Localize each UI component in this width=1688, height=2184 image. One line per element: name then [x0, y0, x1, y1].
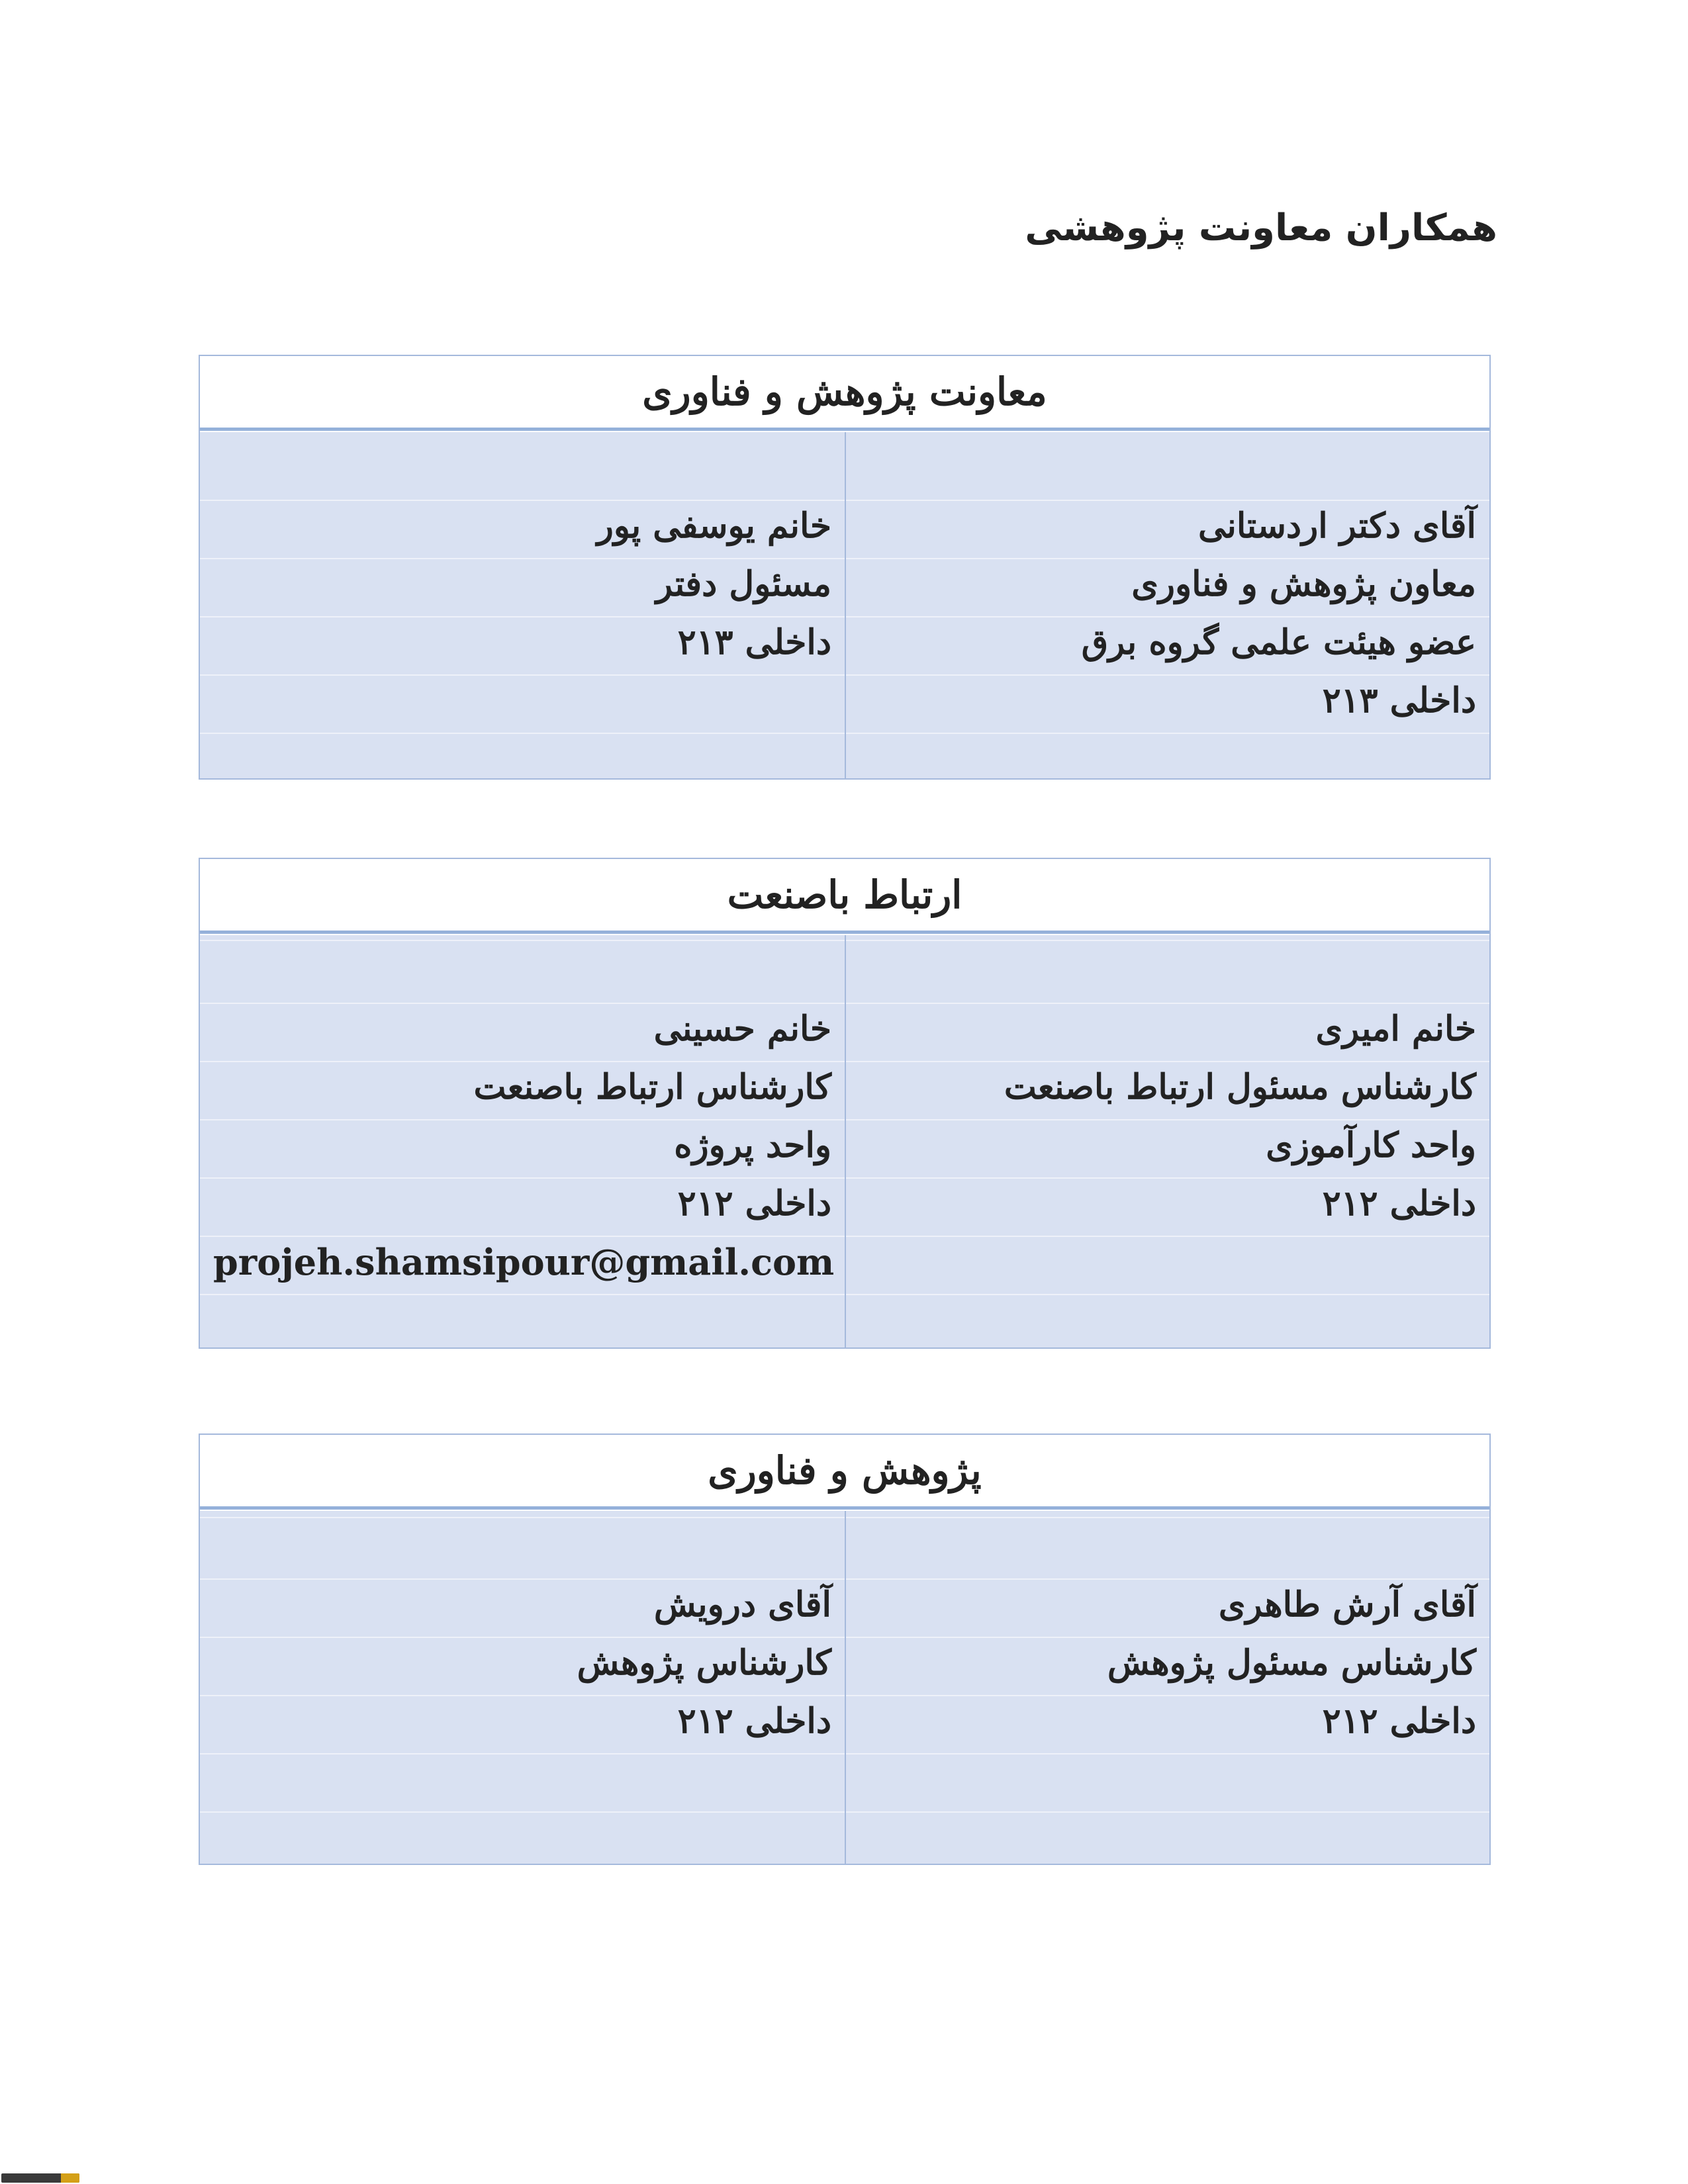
- person-role: معاون پژوهش و فناوری: [1131, 564, 1476, 604]
- person-name: آقای آرش طاهری: [1218, 1584, 1476, 1625]
- person-unit: واحد کارآموزی: [1266, 1125, 1476, 1165]
- section-header: [200, 356, 1489, 431]
- section-header: [200, 1435, 1489, 1510]
- person-unit: واحد پروژه: [674, 1125, 831, 1165]
- person-extension: داخلی ۲۱۲: [677, 1701, 831, 1741]
- person-extension: داخلی ۲۱۳: [1322, 680, 1476, 721]
- person-name: خانم حسینی: [653, 1009, 831, 1049]
- section-body: [200, 432, 1489, 778]
- person-name: آقای دکتر اردستانی: [1198, 506, 1476, 546]
- section-industry-relations: [199, 858, 1491, 1349]
- section-title: معاونت پژوهش و فناوری: [642, 369, 1047, 414]
- section-research-technology: [199, 1433, 1491, 1865]
- person-card: [200, 432, 845, 778]
- person-name: خانم امیری: [1315, 1009, 1476, 1049]
- person-extension: داخلی ۲۱۲: [677, 1183, 831, 1224]
- person-role-detail: عضو هیئت علمی گروه برق: [1081, 622, 1476, 662]
- person-role: کارشناس مسئول ارتباط باصنعت: [1004, 1067, 1476, 1107]
- section-title: ارتباط باصنعت: [727, 872, 962, 917]
- page-title: همکاران معاونت پژوهشی: [1025, 206, 1497, 250]
- institution-logo-icon: [1, 2173, 79, 2183]
- person-card: [845, 432, 1489, 778]
- person-role: کارشناس مسئول پژوهش: [1107, 1643, 1476, 1683]
- person-card: [845, 1511, 1489, 1864]
- person-card: [845, 935, 1489, 1347]
- person-role: کارشناس پژوهش: [577, 1643, 831, 1683]
- section-research-deputy: [199, 355, 1491, 780]
- logo-accent: [61, 2173, 79, 2183]
- section-body: [200, 1511, 1489, 1864]
- person-name: خانم یوسفی پور: [596, 506, 831, 546]
- section-title: پژوهش و فناوری: [708, 1448, 982, 1493]
- person-card: [200, 1511, 845, 1864]
- person-email-link[interactable]: projeh.shamsipour@gmail.com: [213, 1241, 835, 1283]
- person-role: مسئول دفتر: [655, 564, 831, 604]
- section-header: [200, 859, 1489, 934]
- person-extension: داخلی ۲۱۲: [1322, 1183, 1476, 1224]
- person-card: [200, 935, 845, 1347]
- person-name: آقای درویش: [653, 1584, 831, 1625]
- person-extension: داخلی ۲۱۲: [1322, 1701, 1476, 1741]
- section-body: [200, 935, 1489, 1347]
- person-role: کارشناس ارتباط باصنعت: [473, 1067, 831, 1107]
- person-extension: داخلی ۲۱۳: [677, 622, 831, 662]
